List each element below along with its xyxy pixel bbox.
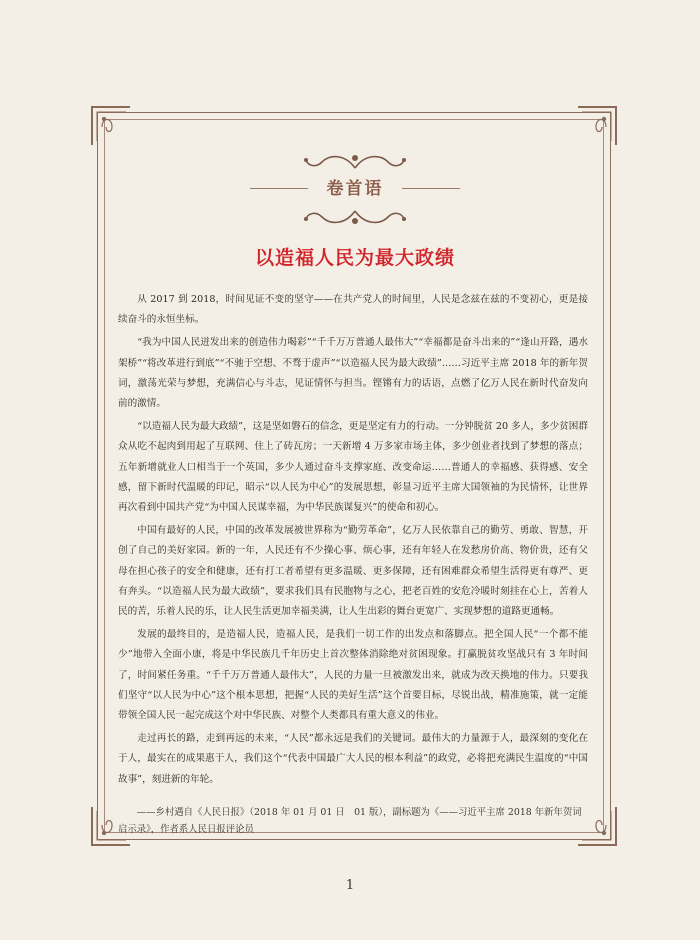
source-text: ——乡村遇自《人民日报》（2018 年 01 月 01 日 01 版），副标题为《——习近平主席 2018 年新年贺词启示录》，作者系人民日报评论员 [118,807,582,835]
article-headline: 以造福人民为最大政绩 [254,247,455,269]
paragraph: 中国有最好的人民，中国的改革发展被世界称为“勤劳革命”，亿万人民依靠自己的勤劳、勇敢、智慧，开创了自己的美好家园。新的一年，人民还有不少操心事、烦心事，还有年轻人在发愁房价高、物价贵，还有父母在担心孩子的安全和健康，还有打工者希望有更多温暖、更多保障，还有困难群众希望生活得更有尊严、更有奔头。“以造福人民为最大政绩”，要求我们具有民胞物与之心，把老百姓的安危冷暖时刻挂在心上，苦着人民的苦，乐着人民的乐，让人民生活更加幸福美满，让人生出彩的舞台更宽广、实现梦想的道路更通畅。 [118,525,588,618]
article-body [118,290,588,793]
corner-ornament-icon [574,103,620,149]
source-note [118,804,590,838]
paragraph: “以造福人民为最大政绩”，这是坚如磐石的信念，更是坚定有力的行动。一分钟脱贫 20 多人，多少贫困群众从吃不起肉到用起了互联网、住上了砖瓦房；一天新增 4 万多家市场主体，多少创业者找到了梦想的落点；五年新增就业人口相当于一个英国，多少人通过奋斗支撑家庭、改变命运……普通人的幸福感、获得感、安全感，留下新时代温暖的印记，昭示“以人民为中心”的发展思想，彰显习近平主席大国领袖的为民情怀，让世界再次看到中国共产党“为中国人民谋幸福，为中华民族谋复兴”的使命和初心。 [118,421,588,514]
page-number: 1 [345,878,355,893]
paragraph: 从 2017 到 2018，时间见证不变的坚守——在共产党人的时间里，人民是念兹在兹的不变初心，更是接续奋斗的永恒坐标。 [118,294,588,326]
section-title-text: 卷首语 [326,179,384,199]
section-title [250,172,460,206]
corner-ornament-icon [88,103,134,149]
paragraph: 发展的最终目的，是造福人民，造福人民，是我们一切工作的出发点和落脚点。把全国人民“一个都不能少”地带入全面小康，将是中华民族几千年历史上首次整体消除绝对贫困现象。打赢脱贫攻坚战只有 3 年时间了，时间紧任务重。“千千万万普通人最伟大”，人民的力量一旦被激发出来，就成为改天换地的伟力。只要我们坚守“以人民为中心”这个根本思想，把握“人民的美好生活”这个首要目标，尽锐出战，精准施策，就一定能带领全国人民一起完成这个对中华民族、对整个人类都具有重大意义的伟业。 [118,629,588,722]
paragraph: “我为中国人民迸发出来的创造伟力喝彩”“千千万万普通人最伟大”“幸福都是奋斗出来的”“逢山开路，遇水架桥”“将改革进行到底”“不驰于空想、不骛于虚声”“以造福人民为最大政绩”……习近平主席 2018 年的新年贺词，激荡光荣与梦想，充满信心与斗志，见证情怀与担当。铿锵有力的话语，点燃了亿万人民在新时代奋发向前的激情。 [118,337,588,410]
scroll-ornament-icon [300,205,410,229]
scroll-ornament-icon [300,150,410,174]
paragraph: 走过再长的路，走到再远的未来，“人民”都永远是我们的关键词。最伟大的力量源于人，最深刻的变化在于人，最实在的成果惠于人，我们这个“代表中国最广大人民的根本利益”的政党，必将把充满民生温度的“中国故事”，刻进新的年轮。 [118,733,588,785]
